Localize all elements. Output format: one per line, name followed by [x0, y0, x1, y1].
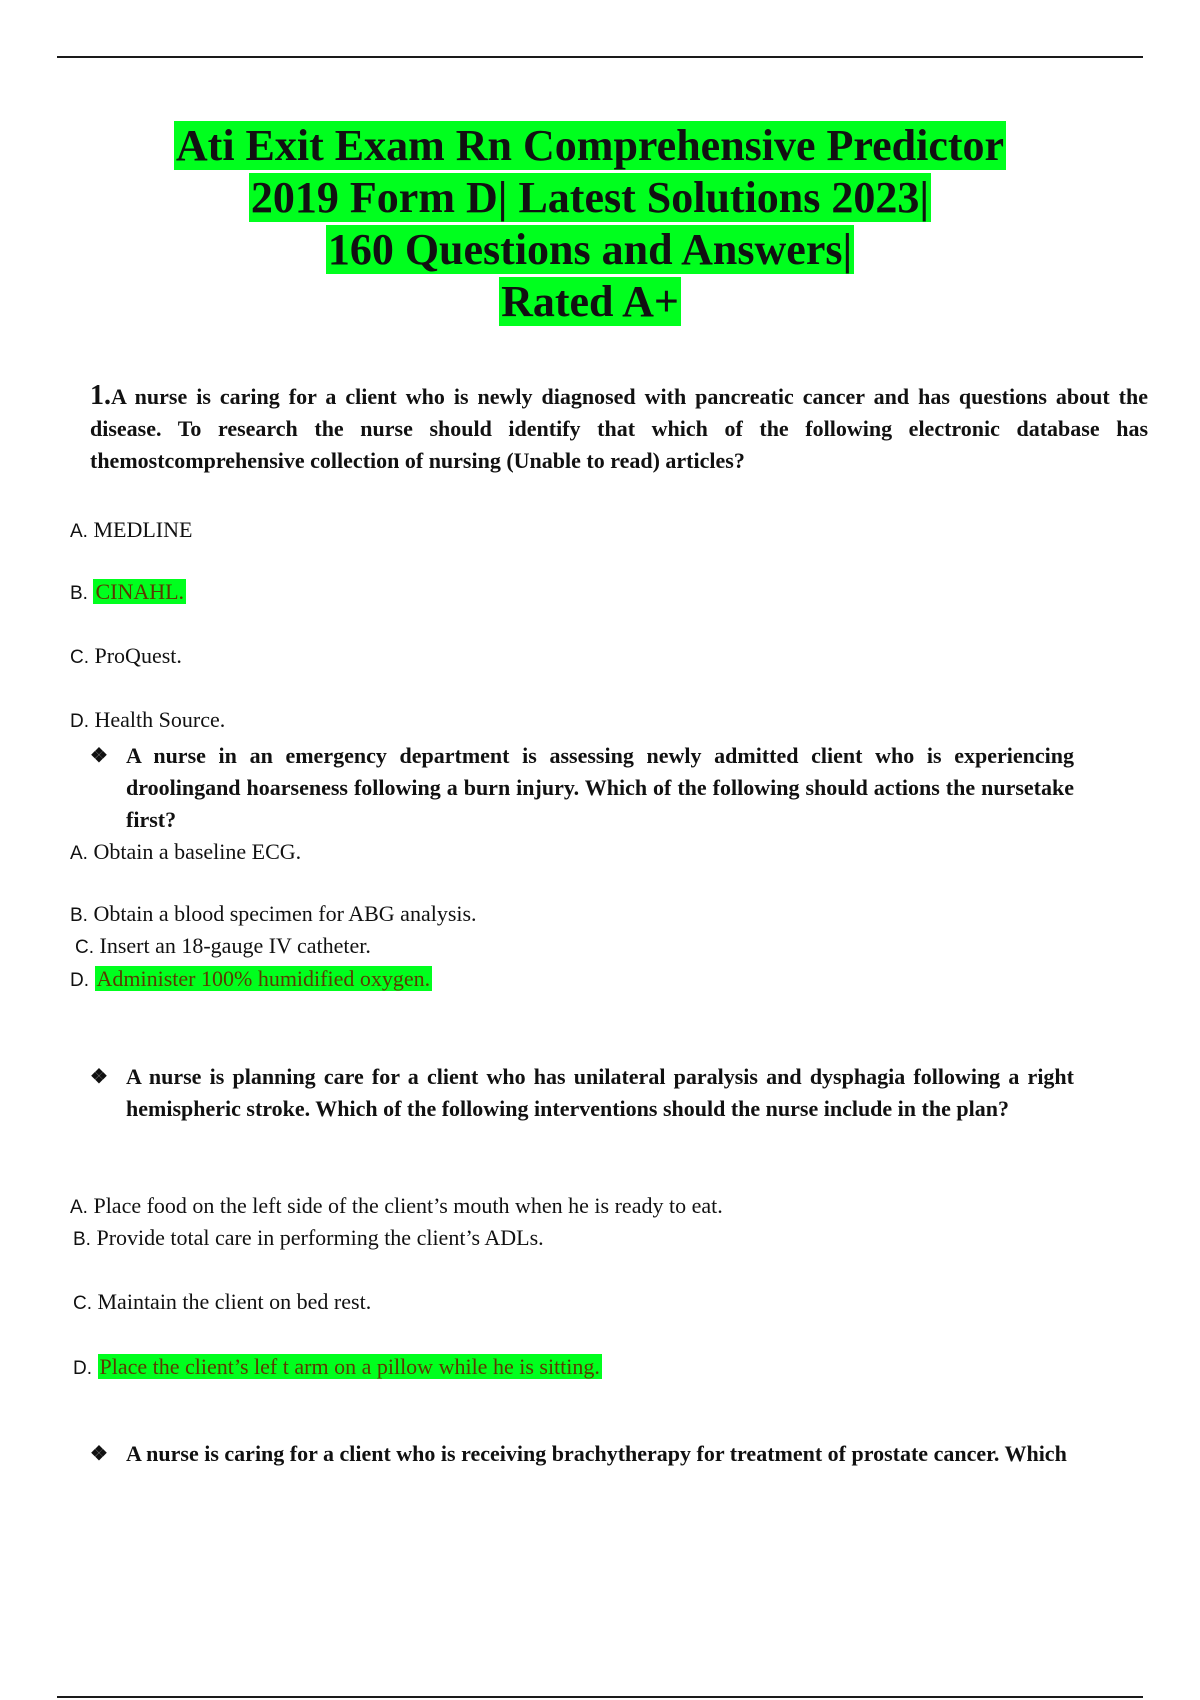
q2-option-b: B. Obtain a blood specimen for ABG analysis.	[70, 901, 477, 926]
question-3-text: A nurse is planning care for a client who has unilateral paralysis and dysphagia following a right hemispheric stroke. Which of the following interventions should the nurse include in the plan?	[126, 1064, 1074, 1121]
correct-answer: CINAHL.	[95, 579, 185, 604]
title-line-2: 2019 Form D| Latest Solutions 2023|	[250, 173, 930, 222]
document-title	[0, 120, 1180, 328]
title-line-3: 160 Questions and Answers|	[327, 225, 853, 274]
correct-answer: Administer 100% humidified oxygen.	[96, 966, 431, 991]
q2-option-d: D. Administer 100% humidified oxygen.	[70, 966, 431, 991]
question-4	[90, 1438, 1154, 1470]
question-1-number: 1.	[90, 380, 111, 411]
q2-option-a: A. Obtain a baseline ECG.	[70, 839, 302, 864]
question-3	[90, 1061, 1074, 1125]
question-1-text: A nurse is caring for a client who is newly diagnosed with pancreatic cancer and has questions about the disease. To research the nurse should identify that which of the following electronic database has themostcomprehensive collection of nursing (Unable to read) articles?	[90, 384, 1148, 473]
diamond-bullet-icon: ❖	[90, 745, 108, 767]
diamond-bullet-icon: ❖	[90, 1443, 108, 1465]
q3-option-a: A. Place food on the left side of the client’s mouth when he is ready to eat.	[70, 1193, 723, 1218]
title-line-4: Rated A+	[501, 277, 679, 326]
title-line-1: Ati Exit Exam Rn Comprehensive Predictor	[175, 121, 1005, 170]
q3-option-b: B. Provide total care in performing the client’s ADLs.	[73, 1225, 544, 1250]
q1-option-b: B. CINAHL.	[70, 579, 185, 604]
question-2	[90, 740, 1074, 836]
correct-answer: Place the client’s lef t arm on a pillow while he is sitting.	[99, 1354, 600, 1379]
q3-option-c: C. Maintain the client on bed rest.	[73, 1289, 372, 1314]
question-2-text: A nurse in an emergency department is assessing newly admitted client who is experiencing droolingand hoarseness following a burn injury. Which of the following should actions the nursetake first?	[126, 743, 1074, 832]
diamond-bullet-icon: ❖	[90, 1066, 108, 1088]
question-1	[90, 380, 1148, 477]
question-4-text: A nurse is caring for a client who is receiving brachytherapy for treatment of prostate cancer. Which	[126, 1441, 1067, 1466]
q1-option-d: D. Health Source.	[70, 707, 226, 732]
q2-option-c: C. Insert an 18-gauge IV catheter.	[75, 933, 371, 958]
q3-option-d: D. Place the client’s lef t arm on a pillow while he is sitting.	[73, 1354, 600, 1379]
bottom-rule	[57, 1696, 1143, 1698]
top-rule	[57, 56, 1143, 58]
q1-option-c: C. ProQuest.	[70, 643, 182, 668]
q1-option-a: A. MEDLINE	[70, 517, 193, 542]
